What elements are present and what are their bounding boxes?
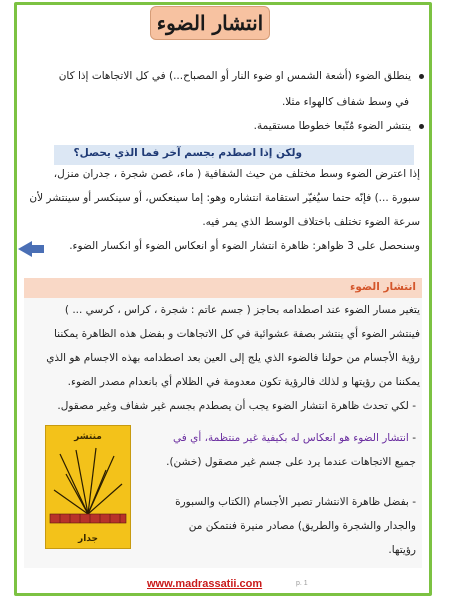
section-line-3: رؤية الأجسام من حولنا فالضوء الذي يلج إلى العين بعد اصطدامه بهذه الاجسام هو الذي <box>46 352 420 364</box>
bullet-icon <box>419 124 424 129</box>
section-header <box>24 278 422 298</box>
section-dash-1-text: لكي تحدث ظاهرة انتشار الضوء يجب أن يصطدم بجسم غير شفاف وغير مصقول. <box>57 400 409 412</box>
section-line-1: يتغير مسار الضوء عند اصطدامه بحاجز ( جسم عاتم : شجرة ، كراس ، كرسي ... ) <box>64 304 420 316</box>
intro-bullet-1 <box>49 70 424 82</box>
section-dash-1: - لكي تحدث ظاهرة انتشار الضوء يجب أن يصطدم بجسم غير شفاف وغير مصقول. <box>57 400 416 412</box>
bullet-icon <box>419 74 424 79</box>
section-line-2: فينتشر الضوء أي ينتشر بصفة عشوائية في كل الاتجاهات و بفضل هذه الظاهرة يمكننا <box>53 328 420 340</box>
answer-line-3: سرعة الضوء تختلف باختلاف الوسط الذي يمر فيه. <box>202 216 420 228</box>
section-dash-3-line-3: رؤيتها. <box>388 544 416 556</box>
arrow-icon-shaft <box>30 245 44 253</box>
question-text: ولكن إذا اصطدم بجسم آخر فما الذي يحصل؟ <box>73 147 302 159</box>
intro-bullet-1-line-2: في وسط شفاف كالهواء مثلا. <box>281 96 409 108</box>
answer-line-1: إذا اعترض الضوء وسط مختلف من حيث الشفافية ( ماء، غصن شجرة ، جدران منزل، <box>53 168 420 180</box>
section-title: انتشار الضوء <box>350 281 416 293</box>
section-dash-2-line-1: - انتشار الضوء هو انعكاس له بكيفية غير منتظمة، أي في <box>173 432 416 444</box>
intro-bullet-1-line-1: ينطلق الضوء (أشعة الشمس او ضوء النار أو المصباح...) في كل الاتجاهات إذا كان <box>58 70 411 82</box>
intro-bullet-2 <box>49 120 424 132</box>
illustration-label-bottom: جدار <box>78 534 98 544</box>
illustration-label-top: منتشر <box>74 432 102 442</box>
diffusion-rays-icon <box>46 444 130 544</box>
footer-page-number: p. 1 <box>296 580 308 587</box>
footer-website-link[interactable]: www.madrassatii.com <box>147 578 263 590</box>
section-dash-2-line-2: جميع الاتجاهات عندما يرد على جسم غير مصقول (خشن). <box>166 456 416 468</box>
section-dash-2-text-1: انتشار الضوء هو انعكاس له بكيفية غير منتظمة، أي في <box>173 432 409 444</box>
diffusion-illustration <box>45 425 131 549</box>
page-title: انتشار الضوء <box>156 11 264 35</box>
section-dash-3-line-1: - بفضل ظاهرة الانتشار تصير الأجسام (الكتاب والسبورة <box>175 496 416 508</box>
title-banner <box>150 6 270 40</box>
intro-bullet-2-text: ينتشر الضوء مُتّبعا خطوطا مستقيمة. <box>253 120 411 132</box>
answer-line-2: سبورة ...) فإنّه حتما سيُغيّر استقامة انتشاره وهو: إما سينعكس، أو سينكسر أو سينتشر لأن <box>29 192 420 204</box>
section-dash-3-text-1: بفضل ظاهرة الانتشار تصير الأجسام (الكتاب والسبورة <box>175 496 409 508</box>
section-line-4: يمكننا من رؤيتها و لذلك فالرؤية تكون معدومة في الظلام أي بانعدام مصدر الضوء. <box>67 376 420 388</box>
answer-line-4: وسنحصل على 3 ظواهر: ظاهرة انتشار الضوء أو انعكاس الضوء أو انكسار الضوء. <box>69 240 420 252</box>
section-dash-3-line-2: والجدار والشجرة والطريق) مصادر منيرة فنتمكن من <box>188 520 416 532</box>
